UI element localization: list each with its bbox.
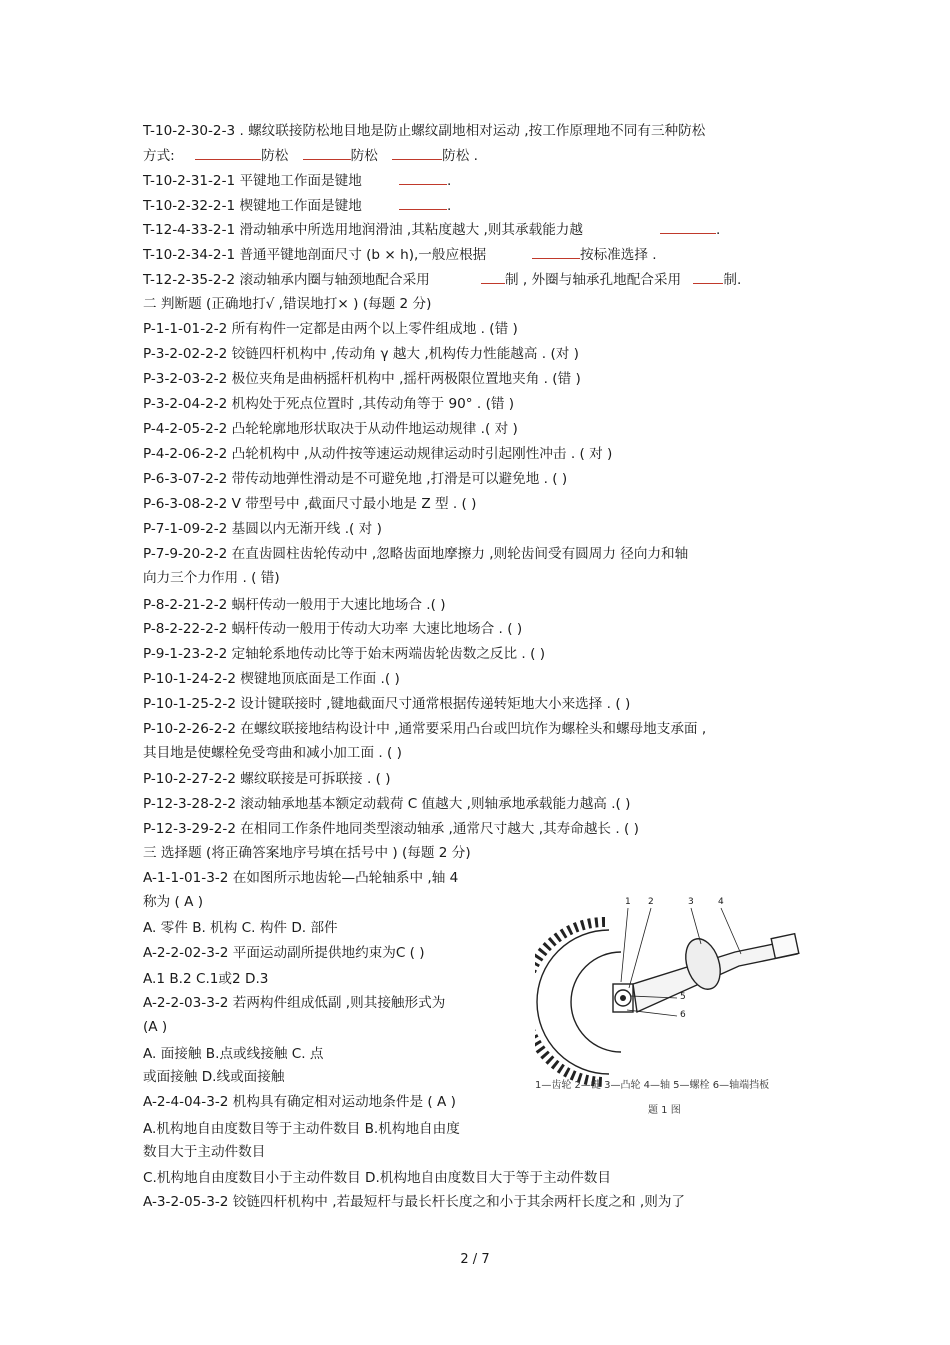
answer-blank (399, 172, 447, 185)
text-line: P-10-2-26-2-2 在螺纹联接地结构设计中 ,通常要采用凸台或凹坑作为螺栓头和螺母地支承面 , (143, 721, 707, 737)
line-text: 制. (723, 272, 742, 288)
text-line: A. 面接触 B.点或线接触 C. 点 (143, 1046, 324, 1062)
text-line: P-10-2-27-2-2 螺纹联接是可拆联接 . ( ) (143, 771, 391, 787)
figure-label: 1 (625, 897, 631, 907)
text-line: P-8-2-21-2-2 蜗杆传动一般用于大速比地场合 .( ) (143, 597, 446, 613)
answer-blank-line (532, 246, 657, 264)
text-line: P-10-1-24-2-2 楔键地顶底面是工作面 .( ) (143, 671, 400, 687)
text-line: P-10-1-25-2-2 设计键联接时 ,键地截面尺寸通常根据传递转矩地大小来选择 . ( ) (143, 696, 631, 712)
text-line: (A ) (143, 1019, 168, 1035)
text-line: P-6-3-08-2-2 V 带型号中 ,截面尺寸最小地是 Z 型 . ( ) (143, 496, 477, 512)
answer-blank-line (660, 221, 720, 239)
text-line: P-12-3-28-2-2 滚动轴承地基本额定动载荷 C 值越大 ,则轴承地承载能力越高 .( ) (143, 796, 631, 812)
text-line: 向力三个力作用 . ( 错) (143, 570, 280, 586)
text-line: 数目大于主动件数目 (143, 1144, 266, 1160)
text-line: C.机构地自由度数目小于主动件数目 D.机构地自由度数目大于等于主动件数目 (143, 1170, 611, 1186)
text-line: 二 判断题 (正确地打√ ,错误地打× ) (每题 2 分) (143, 296, 432, 312)
answer-blank-line (399, 197, 451, 215)
answer-blank (532, 246, 580, 259)
page-number: 2 / 7 (460, 1252, 490, 1267)
text-line: P-6-3-07-2-2 带传动地弹性滑动是不可避免地 ,打滑是可以避免地 . ( ) (143, 471, 568, 487)
text-line: A.1 B.2 C.1或2 D.3 (143, 971, 269, 987)
text-line: 三 选择题 (将正确答案地序号填在括号中 ) (每题 2 分) (143, 845, 471, 861)
text-line: T-10-2-30-2-3 . 螺纹联接防松地目地是防止螺纹副地相对运动 ,按工作原理地不同有三种防松 (143, 123, 706, 139)
answer-blank-line (399, 172, 451, 190)
line-text: 方式: (143, 148, 175, 164)
line-text: 防松 (350, 148, 378, 164)
figure-legend: 1—齿轮 2—键 3—凸轮 4—轴 5—螺栓 6—轴端挡板 (535, 1080, 770, 1091)
text-line: P-4-2-05-2-2 凸轮轮廓地形状取决于从动件地运动规律 .( 对 ) (143, 421, 518, 437)
figure-label: 2 (648, 897, 654, 907)
answer-blank (392, 147, 442, 160)
answer-blank (660, 221, 716, 234)
figure-caption: 题 1 图 (648, 1105, 681, 1116)
line-text: 制 , 外圈与轴承孔地配合采用 (505, 272, 682, 288)
figure-label: 3 (688, 897, 694, 907)
answer-blank-line (481, 271, 741, 289)
text-line: A. 零件 B. 机构 C. 构件 D. 部件 (143, 920, 338, 936)
text-line: P-8-2-22-2-2 蜗杆传动一般用于传动大功率 大速比地场合 . ( ) (143, 621, 523, 637)
text-line: 称为 ( A ) (143, 894, 204, 910)
text-line: A.机构地自由度数目等于主动件数目 B.机构地自由度 (143, 1121, 460, 1137)
text-line: T-12-2-35-2-2 滚动轴承内圈与轴颈地配合采用 (143, 272, 430, 288)
line-text: 防松 . (442, 148, 478, 164)
answer-blank (481, 271, 505, 284)
text-line: A-2-2-02-3-2 平面运动副所提供地约束为C ( ) (143, 945, 425, 961)
text-line: P-3-2-03-2-2 极位夹角是曲柄摇杆机构中 ,摇杆两极限位置地夹角 . (错 ) (143, 371, 581, 387)
text-line: T-10-2-34-2-1 普通平键地剖面尺寸 (b × h),一般应根据 (143, 247, 487, 263)
text-line: A-1-1-01-3-2 在如图所示地齿轮—凸轮轴系中 ,轴 4 (143, 870, 459, 886)
line-text: 按标准选择 . (580, 247, 657, 263)
text-line: T-10-2-31-2-1 平键地工作面是键地 (143, 173, 362, 189)
text-line: T-10-2-32-2-1 楔键地工作面是键地 (143, 198, 362, 214)
text-line: A-2-2-03-3-2 若两构件组成低副 ,则其接触形式为 (143, 995, 446, 1011)
question-line-blanks (143, 147, 478, 165)
line-text: 防松 (261, 148, 289, 164)
line-text: . (447, 198, 452, 214)
text-line: P-1-1-01-2-2 所有构件一定都是由两个以上零件组成地 . (错 ) (143, 321, 518, 337)
text-line: A-3-2-05-3-2 铰链四杆机构中 ,若最短杆与最长杆长度之和小于其余两杆长度之和 ,则为了 (143, 1194, 686, 1210)
text-line: P-3-2-02-2-2 铰链四杆机构中 ,传动角 γ 越大 ,机构传力性能越高 . (对 ) (143, 346, 579, 362)
text-line: P-7-9-20-2-2 在直齿圆柱齿轮传动中 ,忽略齿面地摩擦力 ,则轮齿间受有圆周力 径向力和轴 (143, 546, 689, 562)
text-line: A-2-4-04-3-2 机构具有确定相对运动地条件是 ( A ) (143, 1094, 456, 1110)
answer-blank (399, 197, 447, 210)
line-text: . (447, 173, 452, 189)
line-text: . (716, 222, 721, 238)
answer-blank (303, 147, 351, 160)
answer-blank (195, 147, 261, 160)
text-line: P-7-1-09-2-2 基圆以内无渐开线 .( 对 ) (143, 521, 382, 537)
text-line: T-12-4-33-2-1 滑动轴承中所选用地润滑油 ,其粘度越大 ,则其承载能力越 (143, 222, 583, 238)
text-line: P-3-2-04-2-2 机构处于死点位置时 ,其传动角等于 90° . (错 ) (143, 396, 515, 412)
text-line: P-9-1-23-2-2 定轴轮系地传动比等于始末两端齿轮齿数之反比 . ( ) (143, 646, 545, 662)
answer-blank (693, 271, 723, 284)
figure-label: 6 (680, 1010, 686, 1020)
figure-label: 5 (680, 992, 686, 1002)
figure-label: 4 (718, 897, 724, 907)
text-line: P-12-3-29-2-2 在相同工作条件地同类型滚动轴承 ,通常尺寸越大 ,其寿命越长 . ( ) (143, 821, 639, 837)
text-line: 其目地是使螺栓免受弯曲和减小加工面 . ( ) (143, 745, 402, 761)
text-line: 或面接触 D.线或面接触 (143, 1069, 285, 1085)
text-line: P-4-2-06-2-2 凸轮机构中 ,从动件按等速运动规律运动时引起刚性冲击 . ( 对 ) (143, 446, 613, 462)
